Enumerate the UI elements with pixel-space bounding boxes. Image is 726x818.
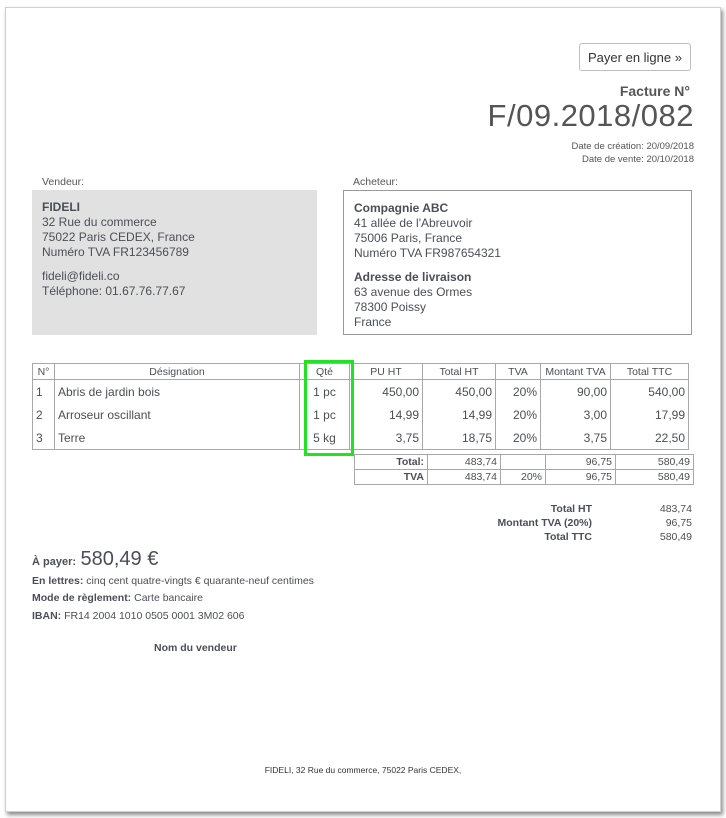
seller-name: FIDELI [42,200,80,214]
iban-label: IBAN: [32,610,62,622]
summary-total-ttc [436,530,692,544]
vat-row-ht: 483,74 [428,470,501,485]
amount-in-words-value: cinq cent quatre-vingts € quarante-neuf centimes [86,575,314,587]
vat-row [355,470,694,485]
col-header-unit-price: PU HT [350,364,423,380]
invoice-dates [571,140,694,166]
seller-signature-label: Nom du vendeur [154,642,237,654]
cell-vat: 20% [496,403,541,426]
buyer-box [343,190,692,335]
totals-vat [501,455,546,470]
totals-ttc: 580,49 [616,455,694,470]
vat-row-amount: 96,75 [546,470,616,485]
table-row [33,403,689,426]
cell-number: 1 [33,380,55,404]
amount-in-words [32,575,314,587]
col-header-vat-amount: Montant TVA [541,364,611,380]
cell-unit-price: 450,00 [350,380,423,404]
col-header-total-ttc: Total TTC [611,364,689,380]
cell-total-ttc: 22,50 [611,426,689,450]
buyer-label: Acheteur: [353,176,398,188]
buyer-address-line1: 41 allée de l'Abreuvoir [354,216,473,230]
cell-designation: Arroseur oscillant [55,403,300,426]
items-table [32,363,689,450]
pay-online-button[interactable]: Payer en ligne » [579,43,691,71]
delivery-line3: France [354,315,392,329]
summary [436,502,692,544]
table-row [33,426,689,450]
col-header-vat: TVA [496,364,541,380]
totals-table [354,454,694,485]
payment-method-value: Carte bancaire [134,592,203,604]
summary-total-ttc-label: Total TTC [544,531,592,543]
totals-ht: 483,74 [428,455,501,470]
delivery-address-title: Adresse de livraison [354,270,472,284]
seller-address-line2: 75022 Paris CEDEX, France [42,230,195,244]
footer: FIDELI, 32 Rue du commerce, 75022 Paris CEDEX, [264,765,462,775]
cell-vat-amount: 3,75 [541,426,611,450]
totals-row [355,455,694,470]
cell-quantity: 1 pc [300,403,350,426]
col-header-designation: Désignation [55,364,300,380]
cell-number: 2 [33,403,55,426]
payment-method-label: Mode de règlement: [32,592,132,604]
seller-phone: Téléphone: 01.67.76.77.67 [42,284,186,298]
cell-designation: Terre [55,426,300,450]
cell-total-ht: 450,00 [423,380,496,404]
buyer-name: Compagnie ABC [354,201,449,215]
col-header-total-ht: Total HT [423,364,496,380]
delivery-line2: 78300 Poissy [354,300,427,314]
totals-vat-amount: 96,75 [546,455,616,470]
cell-unit-price: 14,99 [350,403,423,426]
summary-vat-amount [436,516,692,530]
table-header-row [33,364,689,380]
summary-vat-amount-label: Montant TVA (20%) [497,517,592,529]
cell-total-ht: 18,75 [423,426,496,450]
cell-total-ttc: 540,00 [611,380,689,404]
summary-total-ttc-value: 580,49 [659,531,692,543]
seller-email: fideli@fideli.co [42,269,120,283]
delivery-line1: 63 avenue des Ormes [354,285,473,299]
cell-quantity: 5 kg [300,426,350,450]
summary-vat-amount-value: 96,75 [665,517,692,529]
amount-in-words-label: En lettres: [32,575,84,587]
seller-box [32,190,317,335]
amount-to-pay [32,548,158,571]
seller-vat: Numéro TVA FR123456789 [42,245,189,259]
seller-address-line1: 32 Rue du commerce [42,215,157,229]
sale-date: Date de vente: 20/10/2018 [582,154,694,165]
iban-value: FR14 2004 1010 0505 0001 3M02 606 [64,610,245,622]
amount-to-pay-value: 580,49 € [80,548,159,570]
vat-row-ttc: 580,49 [616,470,694,485]
cell-total-ht: 14,99 [423,403,496,426]
cell-vat: 20% [496,380,541,404]
iban [32,610,245,622]
summary-total-ht [436,502,692,516]
seller-label: Vendeur: [42,176,85,188]
table-row [33,380,689,404]
buyer-vat: Numéro TVA FR987654321 [354,246,501,260]
invoice-number: F/09.2018/082 [487,98,694,133]
cell-number: 3 [33,426,55,450]
invoice-label: Facture N° [619,83,690,99]
vat-row-label: TVA [355,470,428,485]
col-header-quantity: Qté [300,364,350,380]
buyer-address-line2: 75006 Paris, France [354,231,463,245]
amount-to-pay-label: À payer: [32,556,77,568]
cell-vat-amount: 90,00 [541,380,611,404]
payment-method [32,592,203,604]
totals-label: Total: [355,455,428,470]
cell-vat: 20% [496,426,541,450]
vat-row-rate: 20% [501,470,546,485]
cell-designation: Abris de jardin bois [55,380,300,404]
cell-unit-price: 3,75 [350,426,423,450]
invoice-page [5,7,721,812]
col-header-number: N° [33,364,55,380]
summary-total-ht-value: 483,74 [659,503,692,515]
cell-total-ttc: 17,99 [611,403,689,426]
cell-vat-amount: 3,00 [541,403,611,426]
summary-total-ht-label: Total HT [550,503,592,515]
cell-quantity: 1 pc [300,380,350,404]
creation-date: Date de création: 20/09/2018 [571,141,694,152]
